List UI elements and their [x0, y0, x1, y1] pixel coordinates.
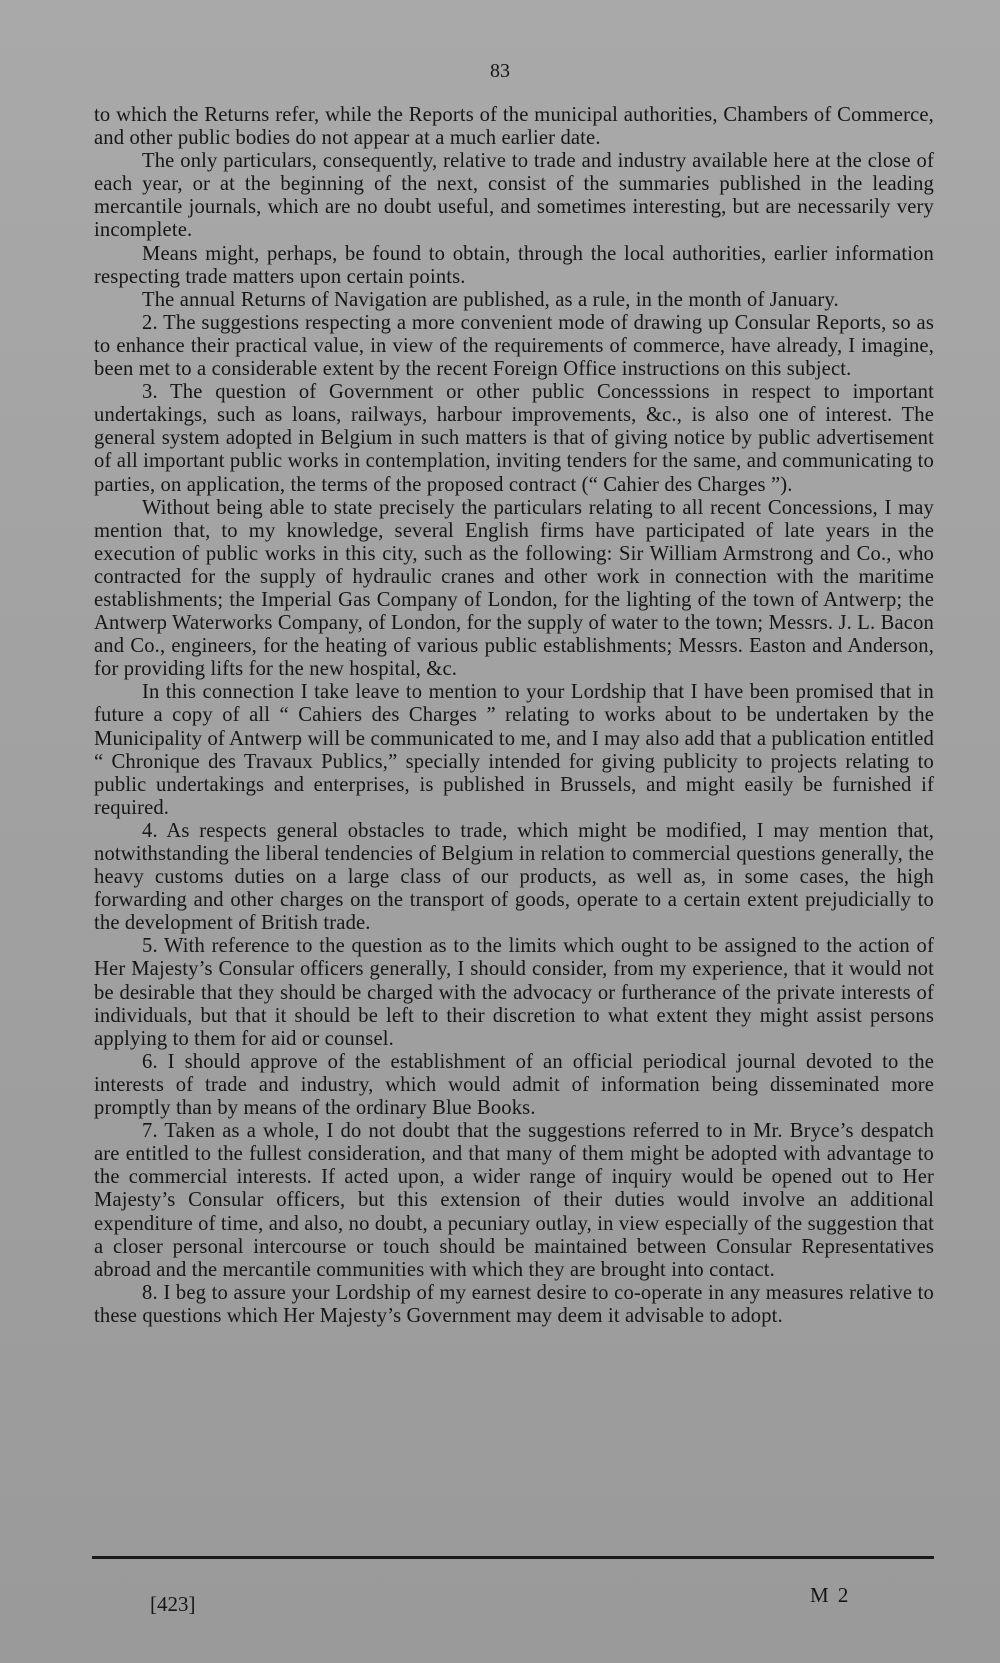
paragraph: Without being able to state precisely the particulars relating to all recent Concessions, I may mention that, to my knowledge, several English firms have participated of late years in the execution of public works in this city, such as the following: Sir William Armstrong and Co., who contracted for the supply of hydraulic cranes and other work in connection with the maritime establishments; the Imperial Gas Company of London, for the lighting of the town of Antwerp; the Antwerp Waterworks Company, of London, for the supply of water to the town; Messrs. J. L. Bacon and Co., engineers, for the heating of various public establishments; Messrs. Easton and Anderson, for providing lifts for the new hospital, &c.	[94, 496, 934, 681]
sheet-mark: M 2	[810, 1583, 851, 1607]
signature-mark: [423]	[150, 1592, 196, 1616]
body-text	[94, 104, 934, 1328]
paragraph: In this connection I take leave to mention to your Lordship that I have been promised that in future a copy of all “ Cahiers des Charges ” relating to works about to be undertaken by the Municipality of Antwerp will be communicated to me, and I may also add that a publication entitled “ Chronique des Travaux Publics,” specially intended for giving publicity to projects relating to public undertakings and enterprises, is published in Brussels, and might easily be furnished if required.	[94, 681, 934, 819]
paragraph: 6. I should approve of the establishment of an official periodical journal devoted to the interests of trade and industry, which would admit of information being disseminated more promptly than by means of the ordinary Blue Books.	[94, 1050, 934, 1120]
paragraph: Means might, perhaps, be found to obtain, through the local authorities, earlier information respecting trade matters upon certain points.	[94, 242, 934, 288]
paragraph: 4. As respects general obstacles to trade, which might be modified, I may mention that, notwithstanding the liberal tendencies of Belgium in relation to commercial questions generally, the heavy customs duties on a large class of our products, as well as, in some cases, the high forwarding and other charges on the transport of goods, operate to a certain extent prejudicially to the development of British trade.	[94, 819, 934, 935]
footer-rule	[92, 1556, 934, 1559]
paragraph: 2. The suggestions respecting a more convenient mode of drawing up Consular Reports, so as to enhance their practical value, in view of the requirements of commerce, have already, I imagine, been met to a considerable extent by the recent Foreign Office instructions on this subject.	[94, 311, 934, 381]
paragraph: 3. The question of Government or other public Concesssions in respect to important undertakings, such as loans, railways, harbour improvements, &c., is also one of interest. The general system adopted in Belgium in such matters is that of giving notice by public advertisement of all important public works in contemplation, inviting tenders for the same, and communicating to parties, on application, the terms of the proposed contract (“ Cahier des Charges ”).	[94, 381, 934, 496]
page-number: 83	[490, 60, 510, 82]
paragraph: The annual Returns of Navigation are published, as a rule, in the month of January.	[142, 288, 839, 311]
paragraph: 7. Taken as a whole, I do not doubt that the suggestions referred to in Mr. Bryce’s despatch are entitled to the fullest consideration, and that many of them might be adopted with advantage to the commercial interests. If acted upon, a wider range of inquiry would be opened out to Her Majesty’s Consular officers, but this extension of their duties would involve an additional expenditure of time, and also, no doubt, a pecuniary outlay, in view especially of the suggestion that a closer personal intercourse or touch should be maintained between Consular Representatives abroad and the mercantile communities with which they are brought into contact.	[94, 1120, 934, 1281]
paragraph: to which the Returns refer, while the Reports of the municipal authorities, Chambers of Commerce, and other public bodies do not appear at a much earlier date.	[94, 104, 934, 150]
paragraph: The only particulars, consequently, relative to trade and industry available here at the close of each year, or at the beginning of the next, consist of the summaries published in the leading mercantile journals, which are no doubt useful, and sometimes interesting, but are necessarily very incomplete.	[94, 150, 934, 242]
paragraph: 8. I beg to assure your Lordship of my earnest desire to co-operate in any measures relative to these questions which Her Majesty’s Government may deem it advisable to adopt.	[94, 1281, 934, 1327]
paragraph: 5. With reference to the question as to the limits which ought to be assigned to the action of Her Majesty’s Consular officers generally, I should consider, from my experience, that it would not be desirable that they should be charged with the advocacy or furtherance of the private interests of individuals, but that it should be left to their discretion to what extent they might assist persons applying to them for aid or counsel.	[94, 935, 934, 1050]
